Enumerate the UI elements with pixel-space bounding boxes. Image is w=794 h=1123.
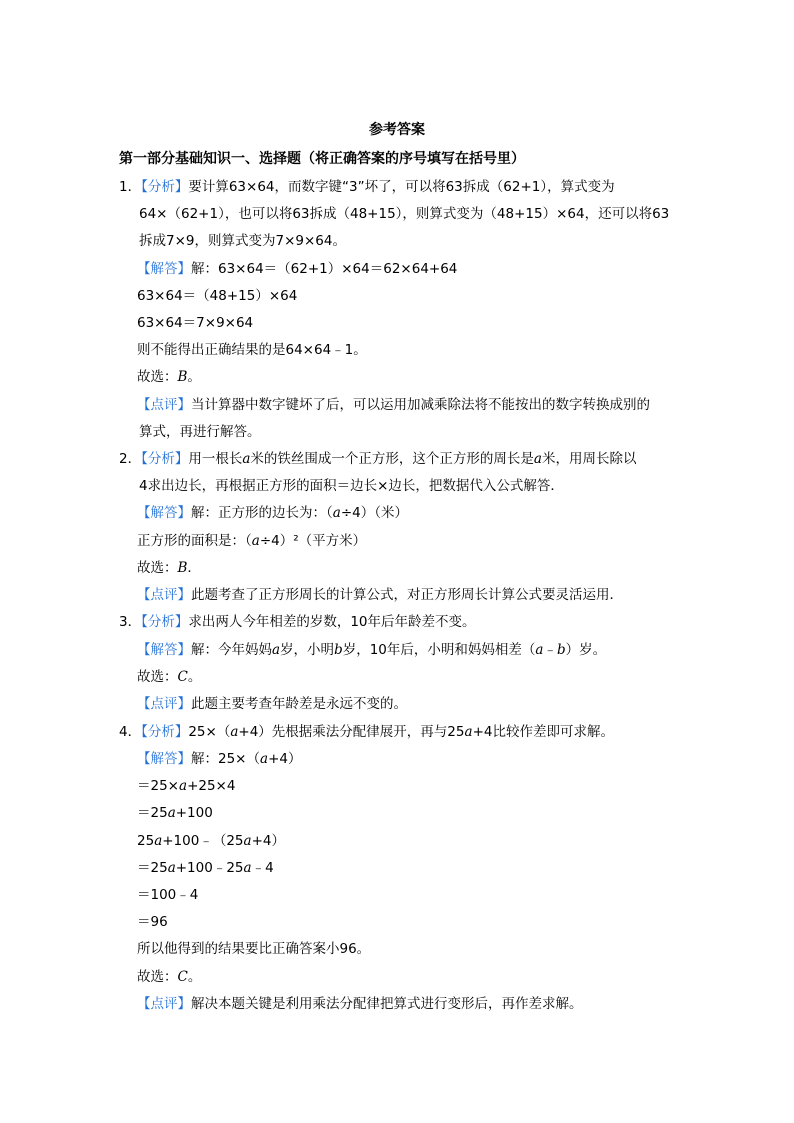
q4-step-6: ＝96 [137,914,168,930]
q4-step-5: ＝100﹣4 [137,887,199,903]
q2-number: 2． [119,451,142,467]
q1-number: 1． [119,179,142,195]
q1-solution-line-3: 63×64＝7×9×64 [137,315,254,331]
q4-step-3: 25a+100﹣（25a+4） [137,833,285,849]
q2-solution-line-2: 正方形的面积是：（a÷4）²（平方米） [137,533,367,549]
q1-solution-line-2: 63×64＝（48+15）×64 [137,288,298,304]
q1-comment-line-2: 算式，再进行解答。 [139,424,261,440]
comment-tag: 【点评】 [137,397,191,413]
q4-choice: 故选：C。 [137,969,202,985]
q1-solution-line-1: 【解答】解：63×64＝（62+1）×64＝62×64+64 [137,261,458,277]
q4-number: 4． [119,724,142,740]
q2-choice: 故选：B． [137,560,201,576]
q1-analysis-line-3: 拆成7×9，则算式变为7×9×64。 [139,233,346,249]
q3-choice: 故选：C。 [137,669,202,685]
q2-analysis-line-1: 2．【分析】用一根长a米的铁丝围成一个正方形，这个正方形的周长是a米，用周长除以 [119,451,637,467]
q1-analysis-line-1: 1．【分析】要计算63×64，而数字键“3”坏了，可以将63拆成（62+1），算式变为 [119,179,615,195]
q4-analysis: 4．【分析】25×（a+4）先根据乘法分配律展开，再与25a+4比较作差即可求解。 [119,724,614,740]
q3-comment: 【点评】此题主要考查年龄差是永远不变的。 [137,696,407,712]
q2-comment: 【点评】此题考查了正方形周长的计算公式，对正方形周长计算公式要灵活运用． [137,587,623,603]
q4-conclusion: 所以他得到的结果要比正确答案小96。 [137,941,371,957]
q4-step-2: ＝25a+100 [137,805,213,821]
section-heading: 第一部分基础知识一、选择题（将正确答案的序号填写在括号里） [119,151,525,167]
page-title: 参考答案 [369,122,425,138]
q1-comment-line-1: 【点评】当计算器中数字键坏了后，可以运用加减乘除法将不能按出的数字转换成别的 [137,397,650,413]
q1-analysis-line-2: 64×（62+1），也可以将63拆成（48+15），则算式变为（48+15）×64，还可以将63 [139,206,670,222]
q2-analysis-line-2: 4求出边长，再根据正方形的面积＝边长×边长，把数据代入公式解答． [139,478,564,494]
q3-number: 3． [119,614,142,630]
analysis-tag: 【分析】 [141,179,189,195]
q2-solution-line-1: 【解答】解：正方形的边长为：（a÷4）（米） [137,505,408,521]
q3-analysis: 3．【分析】求出两人今年相差的岁数，10年后年龄差不变。 [119,614,476,630]
q4-comment: 【点评】解决本题关键是利用乘法分配律把算式进行变形后，再作差求解。 [137,996,583,1012]
q4-solution-line-1: 【解答】解：25×（a+4） [137,751,302,767]
solution-tag: 【解答】 [137,261,191,277]
q4-step-4: ＝25a+100﹣25a﹣4 [137,860,274,876]
q3-solution: 【解答】解：今年妈妈a岁，小明b岁，10年后，小明和妈妈相差（a﹣b）岁。 [137,642,607,658]
q4-step-1: ＝25×a+25×4 [137,778,236,794]
q1-choice: 故选：B。 [137,369,201,385]
q1-solution-line-4: 则不能得出正确结果的是64×64﹣1。 [137,342,367,358]
